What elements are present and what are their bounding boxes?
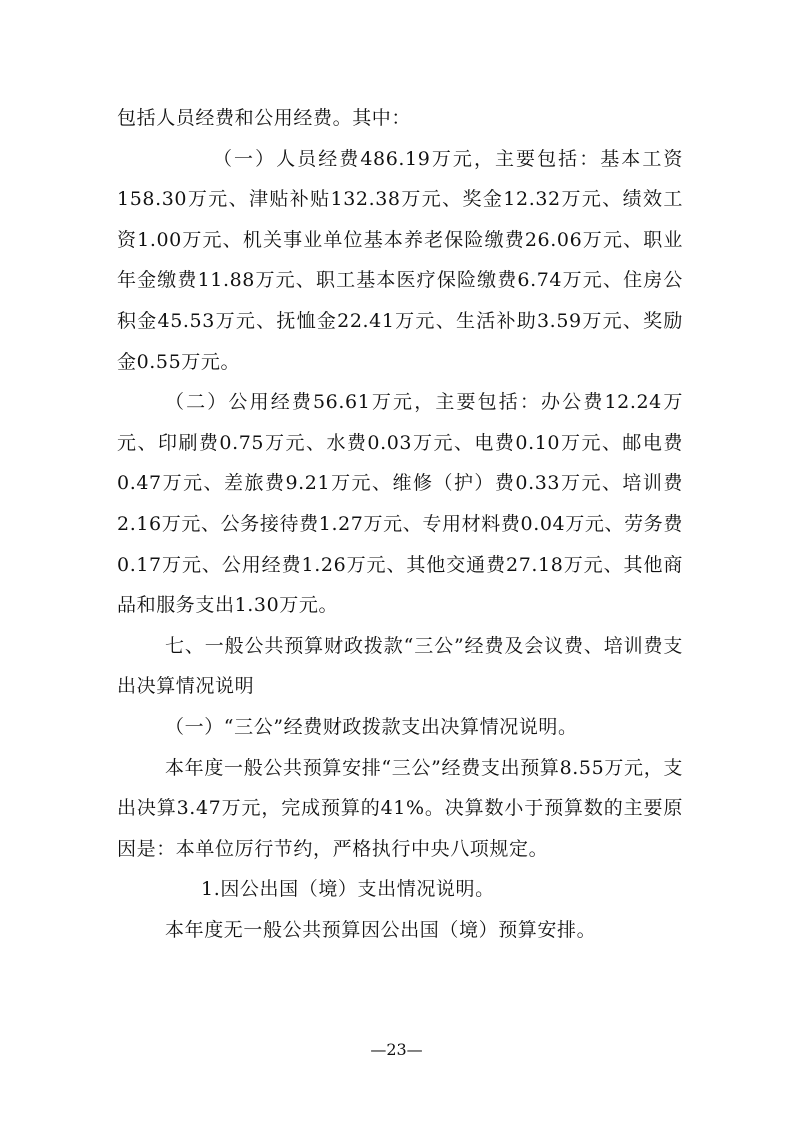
subsection-heading-one: （一）“三公”经费财政拨款支出决算情况说明。 xyxy=(165,715,578,738)
page-number: —23— xyxy=(370,1040,423,1059)
paragraph-overseas: 本年度无一般公共预算因公出国（境）预算安排。 xyxy=(165,918,597,941)
section-heading-seven: 七、一般公共预算财政拨款“三公”经费及会议费、培训费支出决算情况说明 xyxy=(117,634,683,698)
subitem-heading-overseas: 1.因公出国（境）支出情况说明。 xyxy=(201,878,495,901)
paragraph-personnel-expenses: （一）人员经费486.19万元，主要包括：基本工资158.30万元、津贴补贴132.38万元、奖金12.32万元、绩效工资1.00万元、机关事业单位基本养老保险缴费26.06万元、职业年金缴费11.88万元、职工基本医疗保险缴费6.74万元、住房公积金45.53万元、抚恤金22.41万元、生活补助3.59万元、奖励金0.55万元。 xyxy=(117,147,683,373)
body-text xyxy=(117,98,683,950)
paragraph-three-public-budget: 本年度一般公共预算安排“三公”经费支出预算8.55万元，支出决算3.47万元，完成预算的41%。决算数小于预算数的主要原因是：本单位厉行节约，严格执行中央八项规定。 xyxy=(117,756,683,860)
paragraph-intro: 包括人员经费和公用经费。其中： xyxy=(117,107,412,129)
paragraph-public-expenses: （二）公用经费56.61万元，主要包括：办公费12.24万元、印刷费0.75万元、水费0.03万元、电费0.10万元、邮电费0.47万元、差旅费9.21万元、维修（护）费0.33万元、培训费2.16万元、公务接待费1.27万元、专用材料费0.04万元、劳务费0.17万元、公用经费1.26万元、其他交通费27.18万元、其他商品和服务支出1.30万元。 xyxy=(117,391,683,617)
